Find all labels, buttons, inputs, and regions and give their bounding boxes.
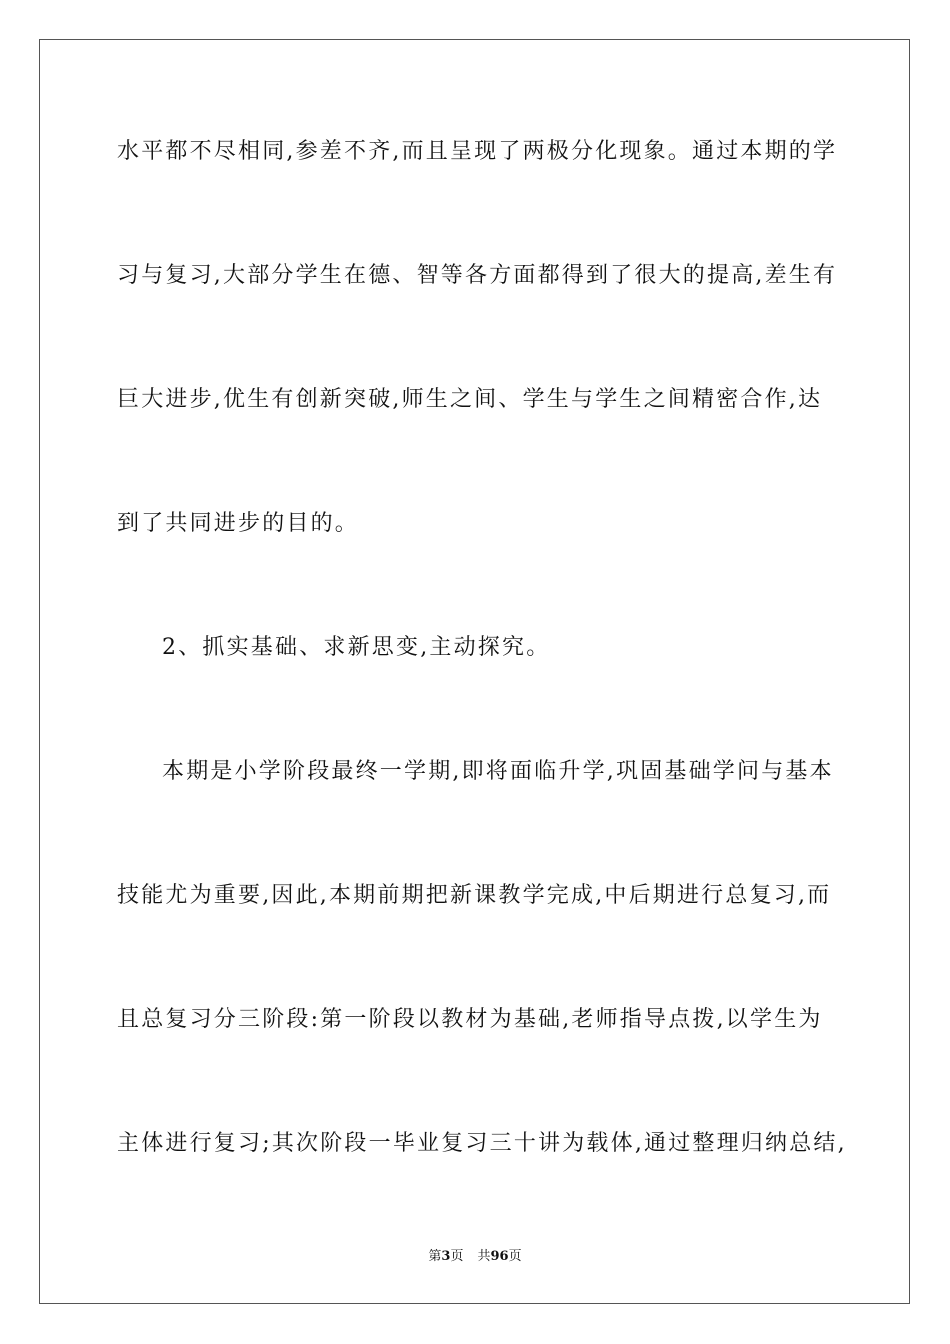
total-pages: 96 [490, 1249, 509, 1264]
total-prefix: 共 [477, 1249, 491, 1264]
paragraph-line: 且总复习分三阶段:第一阶段以教材为基础,老师指导点拨,以学生为 [117, 1007, 823, 1032]
paragraph-line: 习与复习,大部分学生在德、智等各方面都得到了很大的提高,差生有 [117, 263, 838, 288]
page-prefix: 第 [428, 1249, 442, 1264]
total-suffix: 页 [508, 1249, 522, 1264]
paragraph-line: 技能尤为重要,因此,本期前期把新课教学完成,中后期进行总复习,而 [117, 883, 832, 908]
paragraph-line: 到了共同进步的目的。 [117, 511, 360, 536]
paragraph-line: 本期是小学阶段最终一学期,即将面临升学,巩固基础学问与基本 [162, 759, 834, 784]
section-heading: 2、抓实基础、求新思变,主动探究。 [162, 635, 551, 660]
page-number: 3 [441, 1249, 451, 1264]
paragraph-line: 巨大进步,优生有创新突破,师生之间、学生与学生之间精密合作,达 [117, 387, 823, 412]
page-suffix: 页 [450, 1249, 464, 1264]
paragraph-line: 主体进行复习;其次阶段一毕业复习三十讲为载体,通过整理归纳总结, [117, 1131, 847, 1156]
paragraph-line: 水平都不尽相同,参差不齐,而且呈现了两极分化现象。通过本期的学 [117, 139, 838, 164]
page-border [39, 39, 910, 1304]
page-footer [0, 1248, 950, 1266]
